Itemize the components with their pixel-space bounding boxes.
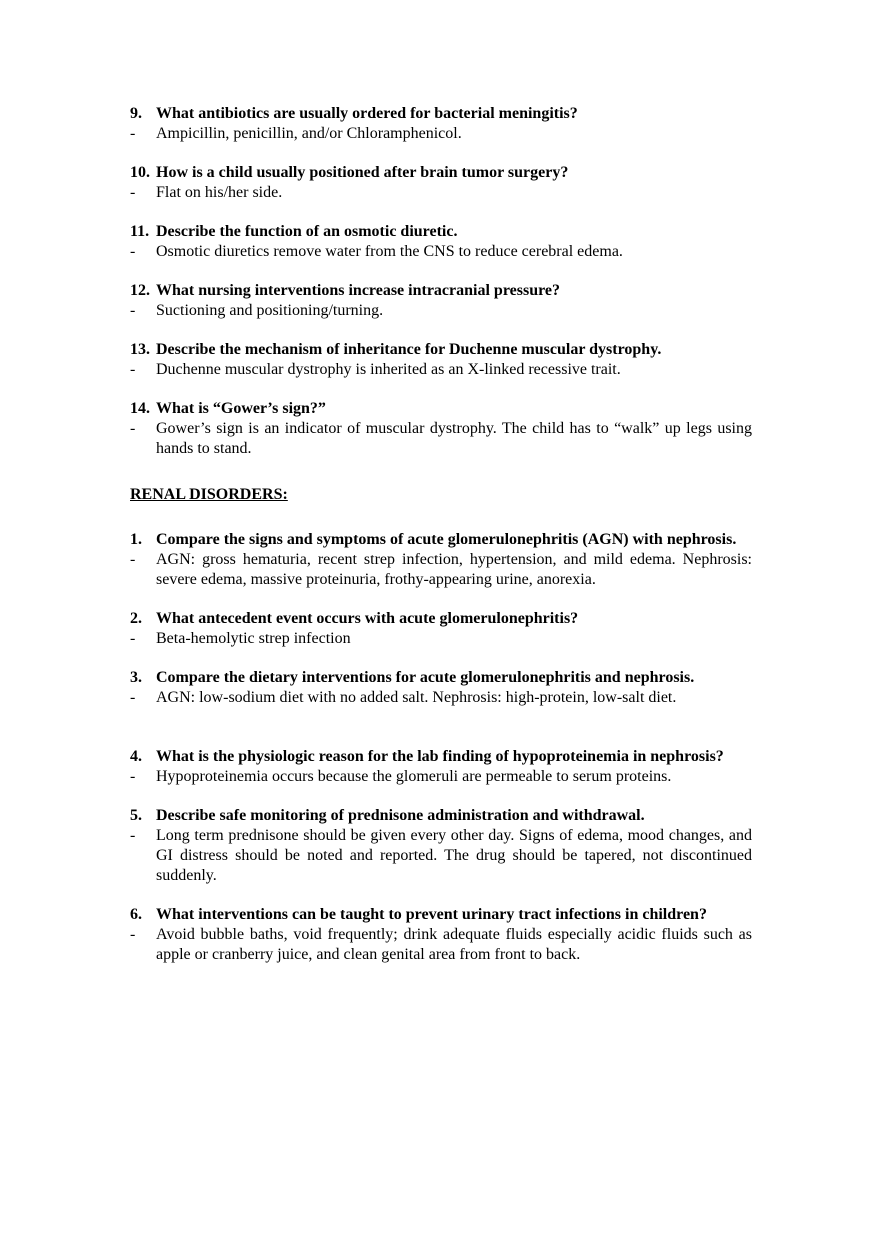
qa-item-4 (130, 747, 752, 787)
answer (130, 419, 752, 459)
question-text: Compare the signs and symptoms of acute glomerulonephritis (AGN) with nephrosis. (156, 531, 737, 548)
answer-marker: - (130, 184, 136, 201)
answer-marker: - (130, 420, 136, 437)
renal-questions-section (130, 530, 752, 965)
answer-text: AGN: gross hematuria, recent strep infection, hypertension, and mild edema. Nephrosis: severe edema, massive proteinuria, frothy-appearing urine, anorexia. (156, 551, 752, 588)
question-text: What interventions can be taught to prevent urinary tract infections in children? (156, 906, 707, 923)
question-number: 11. (130, 223, 150, 240)
answer (130, 360, 752, 380)
answer (130, 767, 752, 787)
qa-item-12 (130, 281, 752, 321)
question (130, 222, 752, 242)
question (130, 399, 752, 419)
question (130, 609, 752, 629)
question (130, 747, 752, 767)
answer (130, 688, 752, 708)
answer-marker: - (130, 926, 136, 943)
answer (130, 550, 752, 590)
question-number: 5. (130, 807, 142, 824)
answer-marker: - (130, 551, 136, 568)
qa-item-5 (130, 806, 752, 886)
neuro-questions-section (130, 104, 752, 459)
question-text: What antibiotics are usually ordered for bacterial meningitis? (156, 105, 578, 122)
question-text: How is a child usually positioned after brain tumor surgery? (156, 164, 569, 181)
qa-item-11 (130, 222, 752, 262)
question-text: Compare the dietary interventions for acute glomerulonephritis and nephrosis. (156, 669, 695, 686)
qa-item-1 (130, 530, 752, 590)
answer-marker: - (130, 243, 136, 260)
question-number: 10. (130, 164, 150, 181)
question-number: 1. (130, 531, 142, 548)
answer-text: Avoid bubble baths, void frequently; drink adequate fluids especially acidic fluids such as apple or cranberry juice, and clean genital area from front to back. (156, 926, 752, 963)
answer-text: Hypoproteinemia occurs because the glomeruli are permeable to serum proteins. (156, 768, 672, 785)
answer-marker: - (130, 689, 136, 706)
answer-text: Flat on his/her side. (156, 184, 283, 201)
document-page (130, 104, 752, 965)
answer (130, 124, 752, 144)
question-number: 14. (130, 400, 150, 417)
qa-item-10 (130, 163, 752, 203)
answer-text: Ampicillin, penicillin, and/or Chloramphenicol. (156, 125, 462, 142)
answer-text: Beta-hemolytic strep infection (156, 630, 351, 647)
section-heading-renal: RENAL DISORDERS: (130, 486, 288, 503)
qa-item-9 (130, 104, 752, 144)
qa-item-6 (130, 905, 752, 965)
answer-marker: - (130, 827, 136, 844)
answer (130, 629, 752, 649)
answer (130, 183, 752, 203)
question-number: 4. (130, 748, 142, 765)
answer (130, 925, 752, 965)
question (130, 104, 752, 124)
question (130, 340, 752, 360)
qa-item-14 (130, 399, 752, 459)
question-number: 3. (130, 669, 142, 686)
question (130, 530, 752, 550)
answer-text: Osmotic diuretics remove water from the CNS to reduce cerebral edema. (156, 243, 623, 260)
question-text: Describe the mechanism of inheritance for Duchenne muscular dystrophy. (156, 341, 662, 358)
question (130, 806, 752, 826)
question (130, 281, 752, 301)
answer-text: Duchenne muscular dystrophy is inherited as an X-linked recessive trait. (156, 361, 621, 378)
question-number: 9. (130, 105, 142, 122)
answer-text: AGN: low-sodium diet with no added salt. Nephrosis: high-protein, low-salt diet. (156, 689, 677, 706)
question (130, 668, 752, 688)
question (130, 163, 752, 183)
question-number: 13. (130, 341, 150, 358)
answer (130, 242, 752, 262)
answer-text: Long term prednisone should be given every other day. Signs of edema, mood changes, and GI distress should be noted and reported. The drug should be tapered, not discontinued suddenly. (156, 827, 752, 884)
answer-marker: - (130, 361, 136, 378)
question-number: 2. (130, 610, 142, 627)
qa-item-13 (130, 340, 752, 380)
answer-marker: - (130, 302, 136, 319)
answer (130, 301, 752, 321)
answer (130, 826, 752, 886)
answer-marker: - (130, 125, 136, 142)
qa-item-3 (130, 668, 752, 708)
answer-text: Gower’s sign is an indicator of muscular dystrophy. The child has to “walk” up legs using hands to stand. (156, 420, 752, 457)
qa-item-2 (130, 609, 752, 649)
question-text: Describe the function of an osmotic diuretic. (156, 223, 458, 240)
answer-marker: - (130, 768, 136, 785)
answer-marker: - (130, 630, 136, 647)
question-number: 12. (130, 282, 150, 299)
question-number: 6. (130, 906, 142, 923)
question-text: What is “Gower’s sign?” (156, 400, 326, 417)
question (130, 905, 752, 925)
question-text: What is the physiologic reason for the lab finding of hypoproteinemia in nephrosis? (156, 748, 724, 765)
question-text: What nursing interventions increase intracranial pressure? (156, 282, 560, 299)
question-text: Describe safe monitoring of prednisone administration and withdrawal. (156, 807, 645, 824)
question-text: What antecedent event occurs with acute glomerulonephritis? (156, 610, 579, 627)
answer-text: Suctioning and positioning/turning. (156, 302, 384, 319)
